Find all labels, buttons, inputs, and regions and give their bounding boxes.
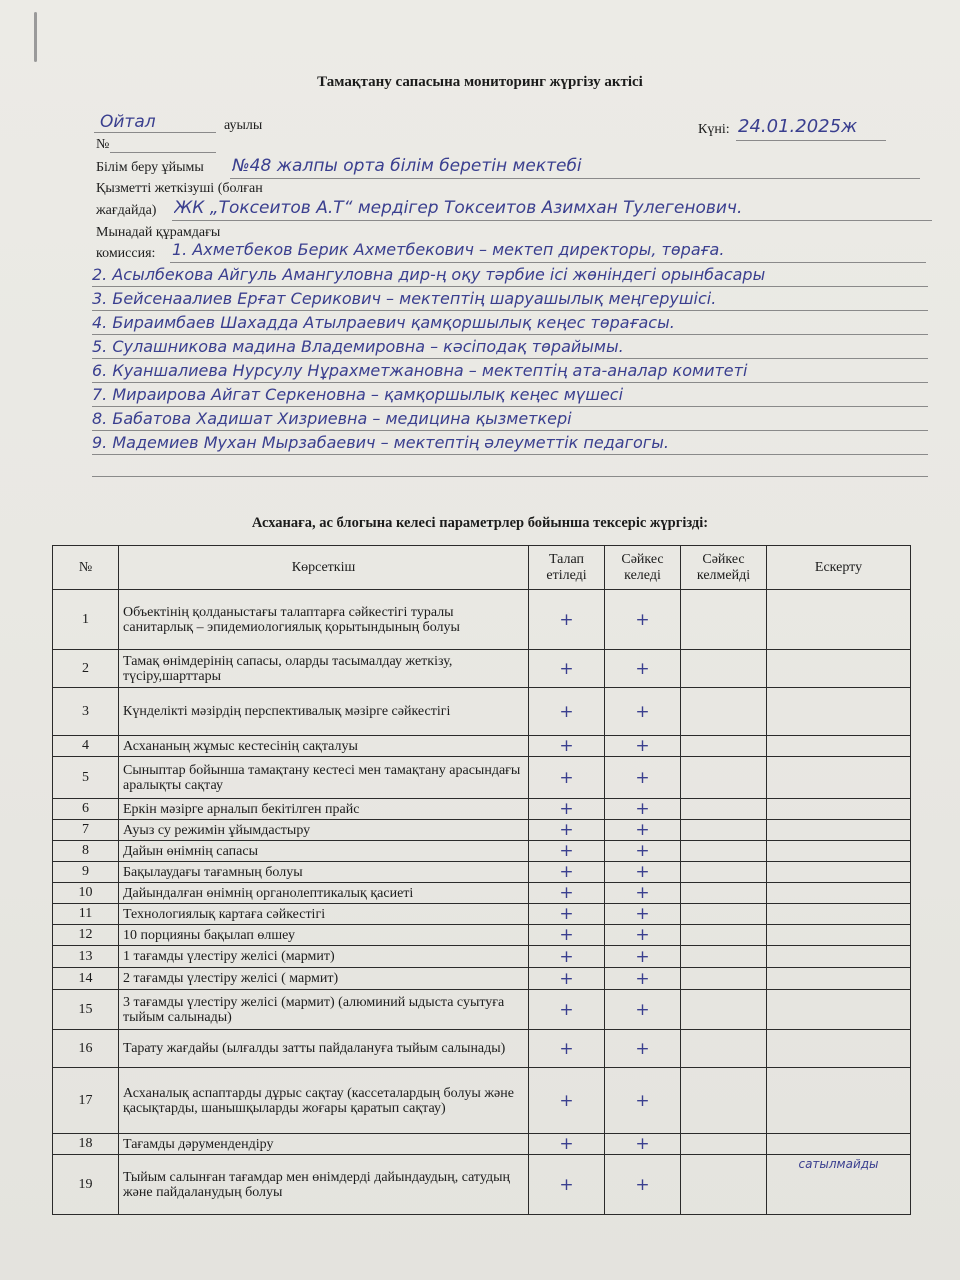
- org-value: №48 жалпы орта білім беретін мектебі: [232, 156, 582, 176]
- commission-member: 8. Бабатова Хадишат Хизриевна – медицина қызметкері: [92, 409, 572, 428]
- number-underline: [110, 152, 216, 153]
- table-row: [53, 990, 911, 1030]
- table-row: [53, 799, 911, 820]
- table-row: [53, 1030, 911, 1068]
- col-header-complies: [605, 546, 681, 590]
- commission-line: [92, 310, 928, 311]
- row-number: 18: [53, 1134, 119, 1155]
- row-indicator: Тағамды дәрумендендіру: [119, 1134, 529, 1155]
- col-header-num: №: [53, 546, 119, 590]
- row-not-complies-mark: [681, 1068, 767, 1134]
- row-indicator: Ауыз су режимін ұйымдастыру: [119, 820, 529, 841]
- commission-line: [92, 454, 928, 455]
- row-number: 16: [53, 1030, 119, 1068]
- row-required-mark: +: [529, 757, 605, 799]
- row-not-complies-mark: [681, 883, 767, 904]
- commission-label-2: комиссия:: [96, 246, 156, 261]
- row-required-mark: +: [529, 1155, 605, 1215]
- village-value: Ойтал: [100, 112, 156, 132]
- row-complies-mark: +: [605, 990, 681, 1030]
- org-label: Білім беру ұйымы: [96, 160, 204, 175]
- row-complies-mark: +: [605, 925, 681, 946]
- row-number: 19: [53, 1155, 119, 1215]
- row-indicator: Тамақ өнімдерінің сапасы, оларды тасымалдау жеткізу, түсіру,шарттары: [119, 650, 529, 688]
- table-row: [53, 1068, 911, 1134]
- row-number: 5: [53, 757, 119, 799]
- table-row: [53, 946, 911, 968]
- col-header-not-complies: [681, 546, 767, 590]
- table-row: [53, 590, 911, 650]
- row-not-complies-mark: [681, 841, 767, 862]
- row-number: 7: [53, 820, 119, 841]
- row-number: 9: [53, 862, 119, 883]
- row-required-mark: +: [529, 990, 605, 1030]
- row-indicator: Асхананың жұмыс кестесінің сақталуы: [119, 736, 529, 757]
- row-indicator: Тарату жағдайы (ылғалды затты пайдалануға тыйым салынады): [119, 1030, 529, 1068]
- row-required-mark: +: [529, 946, 605, 968]
- row-note: [767, 799, 911, 820]
- village-underline: [94, 132, 216, 133]
- row-not-complies-mark: [681, 990, 767, 1030]
- row-not-complies-mark: [681, 862, 767, 883]
- row-required-mark: +: [529, 688, 605, 736]
- row-note: [767, 883, 911, 904]
- row-complies-mark: +: [605, 841, 681, 862]
- row-complies-mark: +: [605, 904, 681, 925]
- row-number: 10: [53, 883, 119, 904]
- row-note: [767, 841, 911, 862]
- table-header-row: [53, 546, 911, 590]
- col-header-complies-line1: Сәйкес: [621, 551, 664, 567]
- row-indicator: 10 порцияны бақылап өлшеу: [119, 925, 529, 946]
- table-row: [53, 757, 911, 799]
- commission-line: [92, 358, 928, 359]
- row-complies-mark: +: [605, 757, 681, 799]
- row-not-complies-mark: [681, 650, 767, 688]
- row-required-mark: +: [529, 820, 605, 841]
- table-row: [53, 883, 911, 904]
- row-indicator: Объектінің қолданыстағы талаптарға сәйкестігі туралы санитарлық – эпидемиологиялық қорытындының болуы: [119, 590, 529, 650]
- row-note: [767, 820, 911, 841]
- row-indicator: Күнделікті мәзірдің перспективалық мәзірге сәйкестігі: [119, 688, 529, 736]
- table-row: [53, 736, 911, 757]
- supplier-label-2: жағдайда): [96, 203, 157, 218]
- row-required-mark: +: [529, 883, 605, 904]
- row-not-complies-mark: [681, 946, 767, 968]
- table-row: [53, 820, 911, 841]
- row-complies-mark: +: [605, 1068, 681, 1134]
- row-required-mark: +: [529, 968, 605, 990]
- row-required-mark: +: [529, 904, 605, 925]
- row-number: 14: [53, 968, 119, 990]
- row-indicator: 2 тағамды үлестіру желісі ( мармит): [119, 968, 529, 990]
- row-indicator: 1 тағамды үлестіру желісі (мармит): [119, 946, 529, 968]
- row-required-mark: +: [529, 799, 605, 820]
- row-not-complies-mark: [681, 736, 767, 757]
- row-required-mark: +: [529, 590, 605, 650]
- row-note: [767, 590, 911, 650]
- row-number: 15: [53, 990, 119, 1030]
- row-complies-mark: +: [605, 946, 681, 968]
- row-indicator: Бақылаудағы тағамның болуы: [119, 862, 529, 883]
- col-header-note: Ескерту: [767, 546, 911, 590]
- row-number: 6: [53, 799, 119, 820]
- row-indicator: Технологиялық картаға сәйкестігі: [119, 904, 529, 925]
- commission-line: [92, 382, 928, 383]
- row-number: 8: [53, 841, 119, 862]
- supplier-label-1: Қызметті жеткізуші (болған: [96, 181, 263, 196]
- row-required-mark: +: [529, 1030, 605, 1068]
- row-complies-mark: +: [605, 1030, 681, 1068]
- commission-member: 3. Бейсенаалиев Ерғат Серикович – мектептің шаруашылық меңгерушісі.: [92, 289, 717, 308]
- row-indicator: Дайын өнімнің сапасы: [119, 841, 529, 862]
- row-complies-mark: +: [605, 590, 681, 650]
- row-indicator: 3 тағамды үлестіру желісі (мармит) (алюминий ыдыста суытуға тыйым салынады): [119, 990, 529, 1030]
- row-indicator: Сыныптар бойынша тамақтану кестесі мен тамақтану арасындағы аралықты сақтау: [119, 757, 529, 799]
- row-indicator: Дайындалған өнімнің органолептикалық қасиеті: [119, 883, 529, 904]
- row-note: [767, 650, 911, 688]
- row-complies-mark: +: [605, 820, 681, 841]
- row-note: сатылмайды: [767, 1155, 911, 1215]
- row-complies-mark: +: [605, 968, 681, 990]
- row-indicator: Еркін мәзірге арналып бекітілген прайс: [119, 799, 529, 820]
- row-not-complies-mark: [681, 590, 767, 650]
- supplier-value: ЖК „Токсеитов А.Т“ мердігер Токсеитов Азимхан Тулегенович.: [174, 198, 743, 218]
- row-complies-mark: +: [605, 862, 681, 883]
- row-note: [767, 862, 911, 883]
- table-row: [53, 1155, 911, 1215]
- row-not-complies-mark: [681, 688, 767, 736]
- document-title: Тамақтану сапасына мониторинг жүргізу актісі: [317, 74, 643, 90]
- col-header-not-complies-line1: Сәйкес: [702, 551, 745, 567]
- row-not-complies-mark: [681, 1134, 767, 1155]
- row-number: 1: [53, 590, 119, 650]
- col-header-required-line2: етіледі: [546, 567, 587, 583]
- commission-line: [92, 476, 928, 477]
- row-complies-mark: +: [605, 883, 681, 904]
- row-complies-mark: +: [605, 736, 681, 757]
- row-note: [767, 925, 911, 946]
- row-number: 2: [53, 650, 119, 688]
- inspection-table: [52, 545, 911, 1215]
- row-indicator: Тыйым салынған тағамдар мен өнімдерді дайындаудың, сатудың және пайдаланудың болуы: [119, 1155, 529, 1215]
- table-row: [53, 904, 911, 925]
- row-note: [767, 1068, 911, 1134]
- col-header-required: [529, 546, 605, 590]
- row-required-mark: +: [529, 650, 605, 688]
- commission-member: 9. Мадемиев Мухан Мырзабаевич – мектептің әлеуметтік педагогы.: [92, 433, 669, 452]
- row-note: [767, 688, 911, 736]
- row-required-mark: +: [529, 925, 605, 946]
- staple-mark: [34, 12, 37, 62]
- row-note: [767, 1134, 911, 1155]
- table-row: [53, 925, 911, 946]
- row-complies-mark: +: [605, 1134, 681, 1155]
- commission-line: [92, 286, 928, 287]
- table-row: [53, 1134, 911, 1155]
- row-complies-mark: +: [605, 799, 681, 820]
- row-note: [767, 968, 911, 990]
- number-label: №: [96, 137, 110, 152]
- row-not-complies-mark: [681, 904, 767, 925]
- col-header-required-line1: Талап: [548, 551, 585, 567]
- date-underline: [736, 140, 886, 141]
- row-not-complies-mark: [681, 799, 767, 820]
- table-row: [53, 968, 911, 990]
- commission-line: [92, 334, 928, 335]
- row-complies-mark: +: [605, 650, 681, 688]
- commission-member: 5. Сулашникова мадина Владемировна – кәсіподақ төрайымы.: [92, 337, 624, 356]
- row-indicator: Асханалық аспаптарды дұрыс сақтау (кассеталардың болуы және қасықтарды, шанышқыларды жоғары қаратып сақтау): [119, 1068, 529, 1134]
- row-required-mark: +: [529, 841, 605, 862]
- row-number: 12: [53, 925, 119, 946]
- table-row: [53, 688, 911, 736]
- commission-label-1: Мынадай құрамдағы: [96, 225, 221, 240]
- col-header-not-complies-line2: келмейді: [696, 567, 751, 583]
- row-required-mark: +: [529, 862, 605, 883]
- row-required-mark: +: [529, 1068, 605, 1134]
- row-number: 17: [53, 1068, 119, 1134]
- row-note: [767, 1030, 911, 1068]
- row-not-complies-mark: [681, 968, 767, 990]
- row-not-complies-mark: [681, 820, 767, 841]
- row-not-complies-mark: [681, 1155, 767, 1215]
- table-row: [53, 862, 911, 883]
- row-number: 3: [53, 688, 119, 736]
- date-label: Күні:: [698, 122, 730, 137]
- row-complies-mark: +: [605, 1155, 681, 1215]
- row-not-complies-mark: [681, 925, 767, 946]
- date-value: 24.01.2025ж: [738, 116, 858, 137]
- col-header-indicator: Көрсеткіш: [119, 546, 529, 590]
- row-note: [767, 946, 911, 968]
- commission-member: 2. Асылбекова Айгуль Амангуловна дир-ң оқу тәрбие ісі жөніндегі орынбасары: [92, 265, 766, 284]
- row-number: 4: [53, 736, 119, 757]
- row-note: [767, 736, 911, 757]
- col-header-complies-line2: келеді: [624, 567, 661, 583]
- row-note: [767, 757, 911, 799]
- commission-line: [92, 406, 928, 407]
- table-row: [53, 650, 911, 688]
- commission-line: [170, 262, 926, 263]
- row-number: 13: [53, 946, 119, 968]
- row-required-mark: +: [529, 736, 605, 757]
- table-row: [53, 841, 911, 862]
- row-complies-mark: +: [605, 688, 681, 736]
- row-note: [767, 904, 911, 925]
- row-number: 11: [53, 904, 119, 925]
- supplier-underline: [172, 220, 932, 221]
- commission-member: 1. Ахметбеков Берик Ахметбекович – мектеп директоры, төраға.: [172, 240, 725, 259]
- commission-member: 6. Куаншалиева Нурсулу Нұрахметжановна – мектептің ата-аналар комитеті: [92, 361, 748, 380]
- row-not-complies-mark: [681, 757, 767, 799]
- row-note: [767, 990, 911, 1030]
- row-not-complies-mark: [681, 1030, 767, 1068]
- commission-member: 7. Мираирова Айгат Серкеновна – қамқоршылық кеңес мүшесі: [92, 385, 624, 404]
- row-required-mark: +: [529, 1134, 605, 1155]
- commission-line: [92, 430, 928, 431]
- commission-member: 4. Бираимбаев Шахадда Атылраевич қамқоршылық кеңес төрағасы.: [92, 313, 675, 332]
- org-underline: [230, 178, 920, 179]
- village-label: ауылы: [224, 118, 263, 133]
- inspection-title: Асханаға, ас блогына келесі параметрлер бойынша тексеріс жүргізді:: [251, 515, 709, 531]
